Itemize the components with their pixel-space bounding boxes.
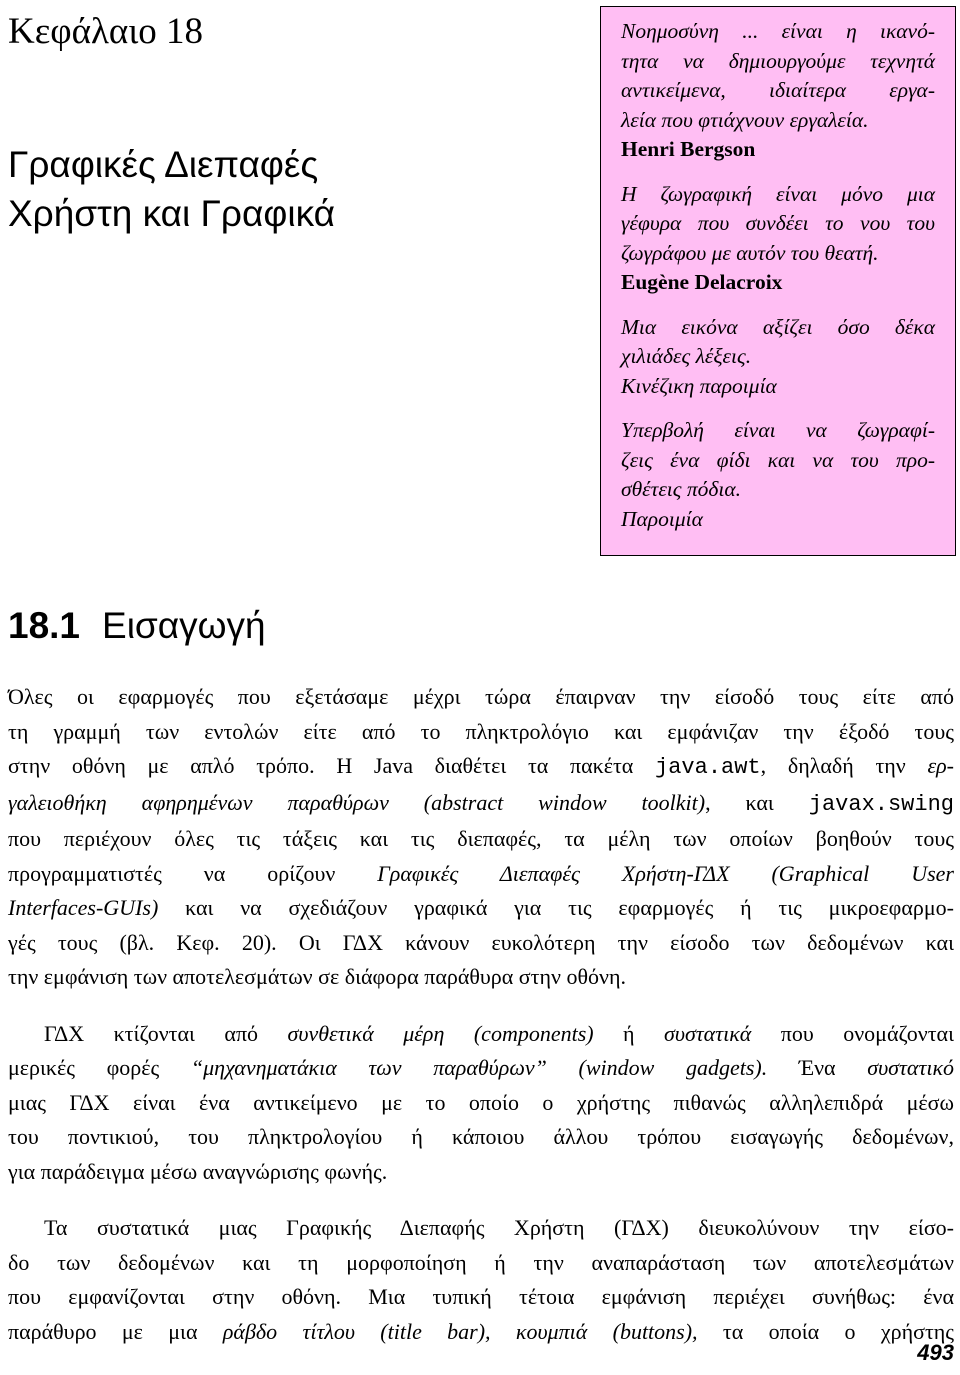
italic-run: συστατικά	[664, 1020, 752, 1046]
epigraph-box	[600, 6, 956, 556]
italic-run: Interfaces-GUIs)	[8, 895, 159, 920]
text-run: που ονομάζονται	[751, 1020, 954, 1046]
epigraph	[621, 416, 935, 534]
text-line: γές τους (βλ. Κεφ. 20). Οι ΓΔΧ κάνουν ευκολότερη την είσοδο των δεδομένων και	[8, 929, 954, 955]
epigraph-author: Eugène Delacroix	[621, 270, 783, 294]
quote-line: ζεις ένα φίδι και να του προ-	[621, 447, 935, 472]
text-run: και να σχεδιάζουν γραφικά για τις εφαρμογές ή τις μικροεφαρμο-	[158, 895, 954, 920]
italic-run: ράβδο τίτλου (title bar), κουμπιά (buttons),	[222, 1318, 698, 1344]
text-line	[8, 1017, 954, 1052]
text-run: μερικές φορές	[8, 1055, 191, 1080]
text-line: Τα συστατικά μιας Γραφικής Διεπαφής Χρήστη (ΓΔΧ) διευκολύνουν την είσο-	[44, 1215, 954, 1240]
italic-run: “μηχανηματάκια των παραθύρων” (window gadgets).	[190, 1055, 768, 1080]
quote-line: λεία που φτιάχνουν εργαλεία.	[621, 107, 869, 132]
text-line: που περιέχουν όλες τις τάξεις και τις διεπαφές, τα μέλη των οποίων βοηθούν τους	[8, 826, 954, 851]
text-line	[8, 749, 954, 786]
quote-line: Η ζωγραφική είναι μόνο μια	[621, 181, 935, 206]
chapter-label: Κεφάλαιο 18	[8, 11, 204, 52]
section-heading	[8, 604, 266, 648]
epigraph-quote	[621, 313, 935, 372]
paragraph	[8, 1211, 954, 1349]
section-number: 18.1	[8, 605, 81, 646]
epigraph-author: Κινέζικη παροιμία	[621, 373, 777, 398]
epigraph	[621, 313, 935, 402]
italic-run: συστατικό	[867, 1055, 954, 1080]
epigraph-author: Παροιμία	[621, 506, 703, 531]
code-java-awt: java.awt	[655, 755, 761, 780]
text-run: προγραμματιστές να ορίζουν	[8, 860, 378, 886]
text-run: παράθυρο με μια	[8, 1318, 223, 1344]
text-line: μιας ΓΔΧ είναι ένα αντικείμενο με το οποίο ο χρήστης πιθανώς αλληλεπιδρά μέσω	[8, 1089, 954, 1115]
text-line: τη γραμμή των εντολών είτε από το πληκτρολόγιο και εμφάνιζαν την έξοδό τους	[8, 718, 954, 744]
text-line	[8, 1051, 954, 1086]
chapter-title-line: Χρήστη και Γραφικά	[8, 193, 336, 234]
text-run: Ένα	[767, 1055, 868, 1080]
epigraph-quote	[621, 180, 935, 269]
quote-line: Νοημοσύνη ... είναι η ικανό-	[621, 19, 935, 43]
paragraph	[8, 680, 954, 995]
italic-run: συνθετικά μέρη (components)	[287, 1020, 594, 1046]
italic-run: ερ-	[927, 753, 954, 778]
quote-line: Μια εικόνα αξίζει όσο δέκα	[621, 314, 935, 339]
text-run: , δηλαδή την	[760, 753, 928, 778]
quote-line: ζωγράφου με αυτόν του θεατή.	[621, 240, 879, 265]
text-run: ΓΔΧ κτίζονται από	[44, 1020, 288, 1046]
text-line: δο των δεδομένων και τη μορφοποίηση ή την αναπαράσταση των αποτελεσμάτων	[8, 1249, 954, 1275]
text-line: Όλες οι εφαρμογές που εξετάσαμε μέχρι τώρα έπαιρναν την είσοδό τους είτε από	[8, 684, 954, 709]
text-line: του ποντικιού, του πληκτρολογίου ή κάποιου άλλου τρόπου εισαγωγής δεδομένων,	[8, 1124, 954, 1149]
quote-line: Υπερβολή είναι να ζωγραφί-	[621, 418, 935, 442]
text-run: τα οποία ο χρήστης	[697, 1318, 954, 1344]
text-line	[8, 891, 954, 926]
text-line: για παράδειγμα μέσω αναγνώρισης φωνής.	[8, 1158, 388, 1184]
paragraph	[8, 1017, 954, 1190]
text-run: , και	[705, 789, 809, 815]
chapter-title	[8, 140, 468, 238]
quote-line: αντικείμενα, ιδιαίτερα εργα-	[621, 78, 935, 102]
epigraph-quote	[621, 17, 935, 135]
chapter-title-line: Γραφικές Διεπαφές	[8, 144, 319, 185]
section-title: Εισαγωγή	[102, 605, 266, 646]
italic-run: γαλειοθήκη αφηρημένων παραθύρων (abstract window toolkit)	[8, 789, 706, 815]
body-text	[8, 680, 954, 1371]
page-number: 493	[917, 1340, 954, 1365]
epigraph-author: Henri Bergson	[621, 137, 756, 161]
code-javax-swing: javax.swing	[808, 791, 954, 817]
quote-line: γέφυρα που συνδέει το νου του	[621, 211, 935, 235]
text-line	[8, 1315, 954, 1350]
quote-line: σθέτεις πόδια.	[621, 477, 742, 501]
text-line: την εμφάνιση των αποτελεσμάτων σε διάφορα παράθυρα στην οθόνη.	[8, 964, 626, 989]
text-run: ή	[593, 1020, 664, 1046]
epigraph	[621, 17, 935, 165]
epigraph	[621, 180, 935, 298]
text-line	[8, 786, 954, 823]
quote-line: χιλιάδες λέξεις.	[621, 344, 752, 368]
text-run: στην οθόνη με απλό τρόπο. Η Java διαθέτει τα πακέτα	[8, 753, 656, 778]
italic-run: Γραφικές Διεπαφές Χρήστη-ΓΔΧ (Graphical User	[377, 860, 954, 886]
epigraph-quote	[621, 416, 935, 505]
text-line: που εμφανίζονται στην οθόνη. Μια τυπική τέτοια εμφάνιση περιέχει συνήθως: ένα	[8, 1284, 954, 1309]
quote-line: τητα να δημιουργούμε τεχνητά	[621, 48, 935, 73]
text-line	[8, 857, 954, 892]
